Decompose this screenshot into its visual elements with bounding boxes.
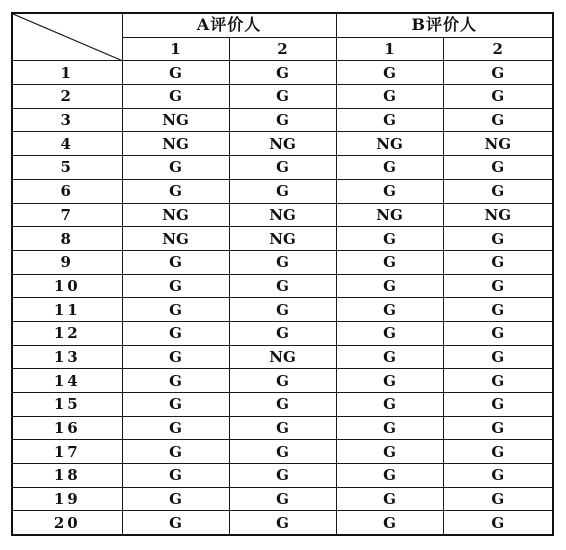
evaluation-table-container [11, 12, 554, 536]
result-cell: G [443, 85, 553, 109]
result-cell: G [336, 179, 443, 203]
result-cell: G [122, 440, 229, 464]
header-row-evaluators [12, 13, 553, 37]
table-row [12, 203, 553, 227]
result-cell: G [336, 250, 443, 274]
result-cell: G [229, 464, 336, 488]
row-number: 18 [12, 464, 122, 488]
row-number: 1 [12, 61, 122, 85]
table-row [12, 345, 553, 369]
result-cell: G [336, 440, 443, 464]
result-cell: G [336, 511, 443, 535]
table-row [12, 511, 553, 535]
result-cell: G [122, 464, 229, 488]
result-cell: G [336, 369, 443, 393]
table-row [12, 440, 553, 464]
result-cell: G [443, 511, 553, 535]
result-cell: NG [122, 132, 229, 156]
result-cell: G [122, 321, 229, 345]
result-cell: G [336, 321, 443, 345]
result-cell: NG [122, 203, 229, 227]
trial-header-a-2: 2 [229, 37, 336, 61]
corner-cell [12, 13, 122, 61]
result-cell: G [443, 227, 553, 251]
result-cell: G [122, 511, 229, 535]
result-cell: G [336, 61, 443, 85]
table-row [12, 298, 553, 322]
row-number: 5 [12, 156, 122, 180]
result-cell: G [443, 345, 553, 369]
row-number: 17 [12, 440, 122, 464]
result-cell: G [229, 393, 336, 417]
result-cell: G [122, 156, 229, 180]
result-cell: G [336, 416, 443, 440]
table-row [12, 227, 553, 251]
row-number: 4 [12, 132, 122, 156]
result-cell: G [443, 179, 553, 203]
table-row [12, 464, 553, 488]
result-cell: G [336, 108, 443, 132]
table-row [12, 487, 553, 511]
result-cell: G [122, 274, 229, 298]
row-number: 19 [12, 487, 122, 511]
row-number: 2 [12, 85, 122, 109]
result-cell: G [122, 250, 229, 274]
result-cell: NG [122, 227, 229, 251]
result-cell: G [443, 416, 553, 440]
result-cell: G [229, 440, 336, 464]
result-cell: G [122, 61, 229, 85]
result-cell: G [122, 85, 229, 109]
row-number: 8 [12, 227, 122, 251]
diagonal-divider [13, 14, 122, 60]
result-cell: NG [336, 203, 443, 227]
result-cell: G [229, 108, 336, 132]
table-body [12, 61, 553, 535]
result-cell: G [336, 156, 443, 180]
result-cell: G [122, 298, 229, 322]
result-cell: NG [229, 132, 336, 156]
result-cell: G [229, 369, 336, 393]
evaluator-b-header: B评价人 [336, 13, 553, 37]
result-cell: G [336, 227, 443, 251]
table-row [12, 250, 553, 274]
result-cell: G [229, 85, 336, 109]
result-cell: G [336, 393, 443, 417]
result-cell: G [336, 464, 443, 488]
table-row [12, 416, 553, 440]
row-number: 6 [12, 179, 122, 203]
result-cell: NG [443, 132, 553, 156]
result-cell: G [443, 61, 553, 85]
row-number: 9 [12, 250, 122, 274]
result-cell: G [443, 108, 553, 132]
result-cell: G [122, 369, 229, 393]
result-cell: G [443, 250, 553, 274]
result-cell: NG [229, 345, 336, 369]
result-cell: G [229, 487, 336, 511]
result-cell: G [443, 274, 553, 298]
table-row [12, 179, 553, 203]
row-number: 13 [12, 345, 122, 369]
trial-header-b-1: 1 [336, 37, 443, 61]
row-number: 14 [12, 369, 122, 393]
result-cell: G [122, 179, 229, 203]
table-row [12, 132, 553, 156]
result-cell: G [443, 487, 553, 511]
result-cell: G [443, 298, 553, 322]
result-cell: G [229, 416, 336, 440]
evaluation-table [11, 12, 554, 536]
result-cell: G [443, 440, 553, 464]
table-row [12, 108, 553, 132]
row-number: 3 [12, 108, 122, 132]
table-row [12, 156, 553, 180]
table-row [12, 85, 553, 109]
result-cell: G [122, 345, 229, 369]
row-number: 10 [12, 274, 122, 298]
result-cell: NG [122, 108, 229, 132]
row-number: 15 [12, 393, 122, 417]
table-row [12, 274, 553, 298]
result-cell: G [336, 487, 443, 511]
row-number: 7 [12, 203, 122, 227]
table-row [12, 321, 553, 345]
result-cell: G [443, 321, 553, 345]
result-cell: G [229, 179, 336, 203]
result-cell: G [336, 345, 443, 369]
result-cell: G [122, 416, 229, 440]
result-cell: G [229, 250, 336, 274]
result-cell: G [122, 487, 229, 511]
result-cell: G [336, 274, 443, 298]
table-row [12, 61, 553, 85]
result-cell: NG [336, 132, 443, 156]
result-cell: G [229, 298, 336, 322]
result-cell: G [229, 511, 336, 535]
result-cell: NG [443, 203, 553, 227]
row-number: 11 [12, 298, 122, 322]
result-cell: G [122, 393, 229, 417]
result-cell: G [229, 321, 336, 345]
trial-header-a-1: 1 [122, 37, 229, 61]
table-row [12, 369, 553, 393]
result-cell: G [443, 464, 553, 488]
result-cell: G [443, 393, 553, 417]
result-cell: NG [229, 227, 336, 251]
row-number: 12 [12, 321, 122, 345]
trial-header-b-2: 2 [443, 37, 553, 61]
result-cell: G [336, 85, 443, 109]
row-number: 20 [12, 511, 122, 535]
result-cell: G [229, 156, 336, 180]
row-number: 16 [12, 416, 122, 440]
result-cell: G [443, 369, 553, 393]
evaluator-a-header: A评价人 [122, 13, 336, 37]
result-cell: NG [229, 203, 336, 227]
result-cell: G [229, 274, 336, 298]
result-cell: G [336, 298, 443, 322]
table-row [12, 393, 553, 417]
result-cell: G [443, 156, 553, 180]
result-cell: G [229, 61, 336, 85]
